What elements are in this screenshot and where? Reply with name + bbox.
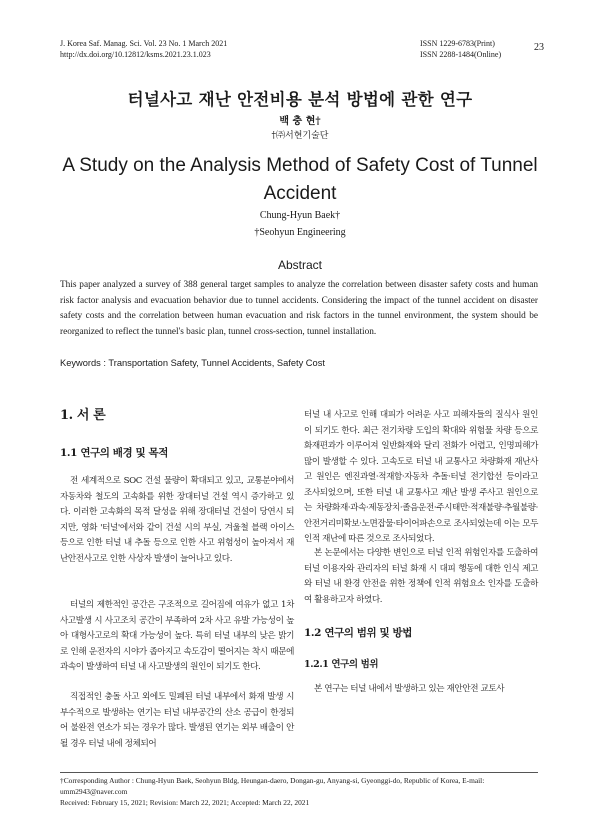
issn-print: ISSN 1229-6783(Print)	[420, 39, 495, 48]
body-paragraph-6: 본 연구는 터널 내에서 발생하고 있는 재안안전 교토사	[314, 684, 505, 694]
received-dates: Received: February 15, 2021; Revision: March 22, 2021; Accepted: March 22, 2021	[60, 798, 310, 807]
korean-author: 백 충 현†	[279, 116, 321, 127]
body-paragraph-1: 전 세계적으로 SOC 건설 물량이 확대되고 있고, 교통분야에서 자동차와 철도의 고속화를 위한 장대터널 건설 역시 증가하고 있다. 이러한 고속화의 목적 달성을 위해 장대터널 건설이 당연시 되지만, 영화 '터널'에서와 같이 건설 시의 부실, 겨울철 블랙 아이스 등으로 인한 터널 내 추돌 등으로 인한 사고 위험성이 높아져서 재난안전사고로 인한 사상자 발생이 늘어나고 있다.	[60, 476, 294, 564]
body-paragraph-4: 터널 내 사고로 인해 대피가 어려운 사고 피해자들의 질식사 원인이 되기도 한다. 최근 전기차량 도입의 확대와 위험물 차량 등으로 화재편과가 이루어져 일반화재와 달리 전화가 어렵고, 인명피해가 많이 발생할 수 있다. 고속도로 터널 내 교통사고 차량화재 재난사고 원인은 엔진과열·적재함·자동차 추돌·터널 전기합선 등이라고 조사되었으며, 또한 터널 내 교통사고 재난 발생 주사고 원인으로는 차량화재·과속·제동장치·졸음운전·주시태만·적재불량·추월불량·안전거리미확보·노면잡물·타이어파손으로 조사되었는데 이는 모두 인적 재난에 따른 것으로 조사되었다.	[304, 410, 538, 544]
english-title	[0, 152, 600, 208]
english-title-line-1: A Study on the Analysis Method of Safety Cost of Tunnel	[62, 155, 538, 176]
section-1-2-heading: 1.2 연구의 범위 및 방법	[304, 627, 413, 639]
page-number: 23	[534, 42, 544, 53]
section-1-heading: 1. 서 론	[60, 408, 106, 423]
footnote-divider	[60, 772, 538, 773]
body-paragraph-3: 직접적인 충돌 사고 외에도 밀폐된 터널 내부에서 화재 발생 시 부수적으로 발생하는 연기는 터널 내부공간의 산소 공급이 한정되어 불완전 연소가 되는 경우가 많다. 발생된 연기는 외부 배출이 안될 경우 터널 내에 정체되어	[60, 692, 294, 749]
body-paragraph-2: 터널의 제한적인 공간은 구조적으로 길어짐에 여유가 없고 1차 사고발생 시 사고조치 공간이 부족하여 2차 사고 유발 가능성이 높아 대형사고로의 확대 가능성이 높다. 특히 터널 내부의 낮은 밝기로 인해 운전자의 시야가 좁아지고 속도감이 떨어지는 착시 때문에 과속이 발생하여 터널 내 사고발생의 원인이 되기도 한다.	[60, 600, 294, 672]
section-1-1-heading: 1.1 연구의 배경 및 목적	[60, 447, 169, 459]
corresponding-author-note: †Corresponding Author : Chung-Hyun Baek, Seohyun Bldg, Heungan-daero, Dongan-gu, Anyang-si, Gyeonggi-do, Republic of Korea, E-mail: umm2943@naver.com	[60, 776, 485, 796]
doi-link[interactable]: http://dx.doi.org/10.12812/ksms.2021.23.1.023	[60, 50, 211, 59]
korean-title: 터널사고 재난 안전비용 분석 방법에 관한 연구	[127, 90, 473, 109]
english-affiliation: †Seohyun Engineering	[254, 227, 346, 238]
footnote	[60, 775, 538, 808]
running-header-left	[60, 38, 227, 60]
running-header-right	[420, 38, 501, 60]
journal-citation: J. Korea Saf. Manag. Sci. Vol. 23 No. 1 March 2021	[60, 39, 228, 48]
english-title-line-2: Accident	[263, 183, 337, 204]
english-author: Chung-Hyun Baek†	[259, 210, 341, 221]
keywords: Keywords : Transportation Safety, Tunnel Accidents, Safety Cost	[60, 358, 325, 368]
issn-online: ISSN 2288-1484(Online)	[420, 50, 502, 59]
korean-affiliation: †㈜서현기술단	[271, 131, 329, 141]
body-paragraph-5: 본 논문에서는 다양한 변인으로 터널 인적 위험인자를 도출하여 터널 이용자와 관리자의 터널 화재 시 대피 행동에 대한 인식 제고와 터널 내 환경 안전을 위한 정책에 인적 위험요소 인자를 도출하여 활용하고자 하였다.	[304, 548, 538, 605]
abstract-heading: Abstract	[277, 258, 322, 272]
abstract-text: This paper analyzed a survey of 388 general target samples to analyze the correlation between disaster safety costs and human risk factor analysis and evacuation behavior due to tunnel accidents. Considering the impact of the tunnel accident on disaster safety costs and the correlation between human evacuation and risk factors in the tunnel environment, the system should be reorganized to reflect the tunnel's basic plan, tunnel cross-section, tunnel installation.	[60, 280, 538, 337]
section-1-2-1-heading: 1.2.1 연구의 범위	[304, 659, 379, 670]
